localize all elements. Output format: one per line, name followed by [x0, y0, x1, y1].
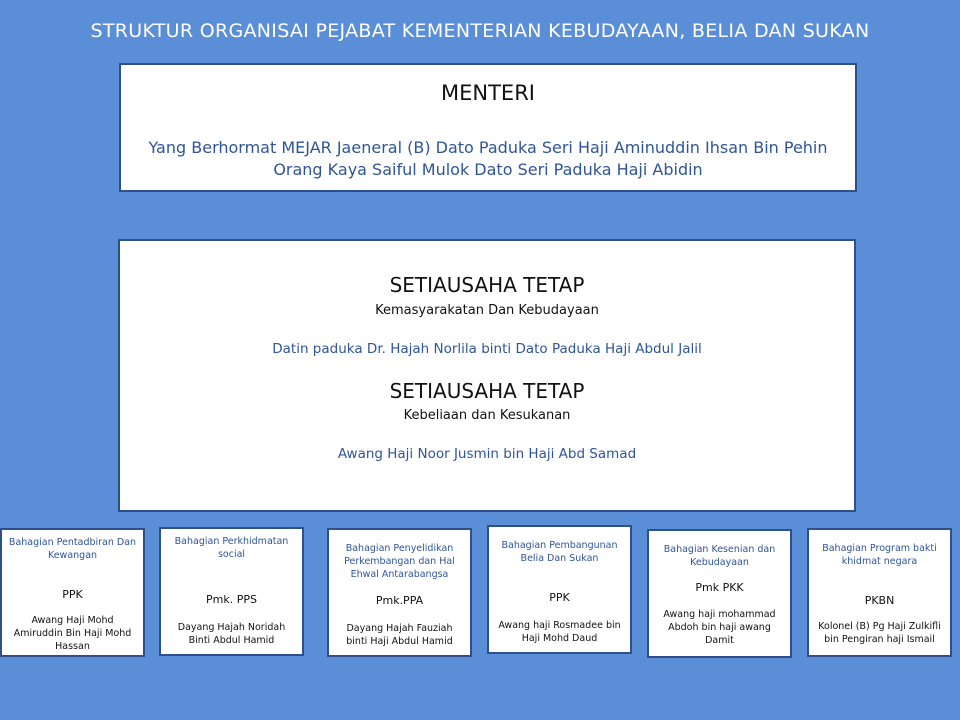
- department-person: Awang haji Rosmadee bin Haji Mohd Daud: [498, 620, 621, 644]
- department-code: Pmk. PPS: [206, 593, 257, 606]
- department-person: Kolonel (B) Pg Haji Zulkifli bin Pengiran haji Ismail: [818, 621, 941, 645]
- setiausaha-1-name: Datin paduka Dr. Hajah Norlila binti Dato Paduka Haji Abdul Jalil: [272, 341, 702, 357]
- setiausaha-2-title: SETIAUSAHA TETAP: [389, 379, 585, 403]
- page-title: STRUKTUR ORGANISAI PEJABAT KEMENTERIAN KEBUDAYAAN, BELIA DAN SUKAN: [90, 20, 870, 42]
- setiausaha-1-title: SETIAUSAHA TETAP: [389, 273, 585, 297]
- department-box-6: [807, 528, 952, 657]
- department-box-2: [159, 527, 304, 656]
- department-code: PPK: [549, 591, 570, 604]
- setiausaha-2-name: Awang Haji Noor Jusmin bin Haji Abd Samad: [337, 446, 637, 462]
- department-name: Bahagian Pembangunan Belia Dan Sukan: [501, 540, 618, 564]
- department-name: Bahagian Kesenian dan Kebudayaan: [663, 544, 776, 568]
- department-code: PPK: [62, 588, 83, 601]
- department-box-3: [327, 528, 472, 657]
- menteri-title: MENTERI: [441, 81, 535, 105]
- department-name: Bahagian Program bakti khidmat negara: [822, 543, 937, 567]
- department-name: Bahagian Perkhidmatan social: [174, 536, 289, 560]
- setiausaha-1-subtitle: Kemasyarakatan Dan Kebudayaan: [375, 303, 599, 318]
- department-name: Bahagian Penyelidikan Perkembangan dan Hal Ehwal Antarabangsa: [344, 543, 455, 580]
- department-box-1: [0, 528, 145, 657]
- department-box-5: [647, 529, 792, 658]
- department-person: Dayang Hajah Fauziah binti Haji Abdul Hamid: [346, 623, 453, 647]
- setiausaha-2-subtitle: Kebeliaan dan Kesukanan: [403, 408, 571, 423]
- department-person: Awang haji mohammad Abdoh bin haji awang Damit: [663, 609, 776, 646]
- department-name: Bahagian Pentadbiran Dan Kewangan: [8, 537, 137, 561]
- menteri-box: [119, 63, 857, 192]
- department-person: Dayang Hajah Noridah Binti Abdul Hamid: [177, 622, 286, 646]
- setiausaha-box: [118, 239, 856, 512]
- menteri-name: Yang Berhormat MEJAR Jaeneral (B) Dato Paduka Seri Haji Aminuddin Ihsan Bin Pehin Orang Kaya Saiful Mulok Dato Seri Paduka Haji Abidin: [148, 138, 828, 179]
- department-code: PKBN: [864, 594, 895, 607]
- department-person: Awang Haji Mohd Amiruddin Bin Haji Mohd Hassan: [13, 615, 132, 652]
- department-box-4: [487, 525, 632, 654]
- department-code: Pmk PKK: [695, 581, 744, 594]
- department-code: Pmk.PPA: [375, 594, 424, 607]
